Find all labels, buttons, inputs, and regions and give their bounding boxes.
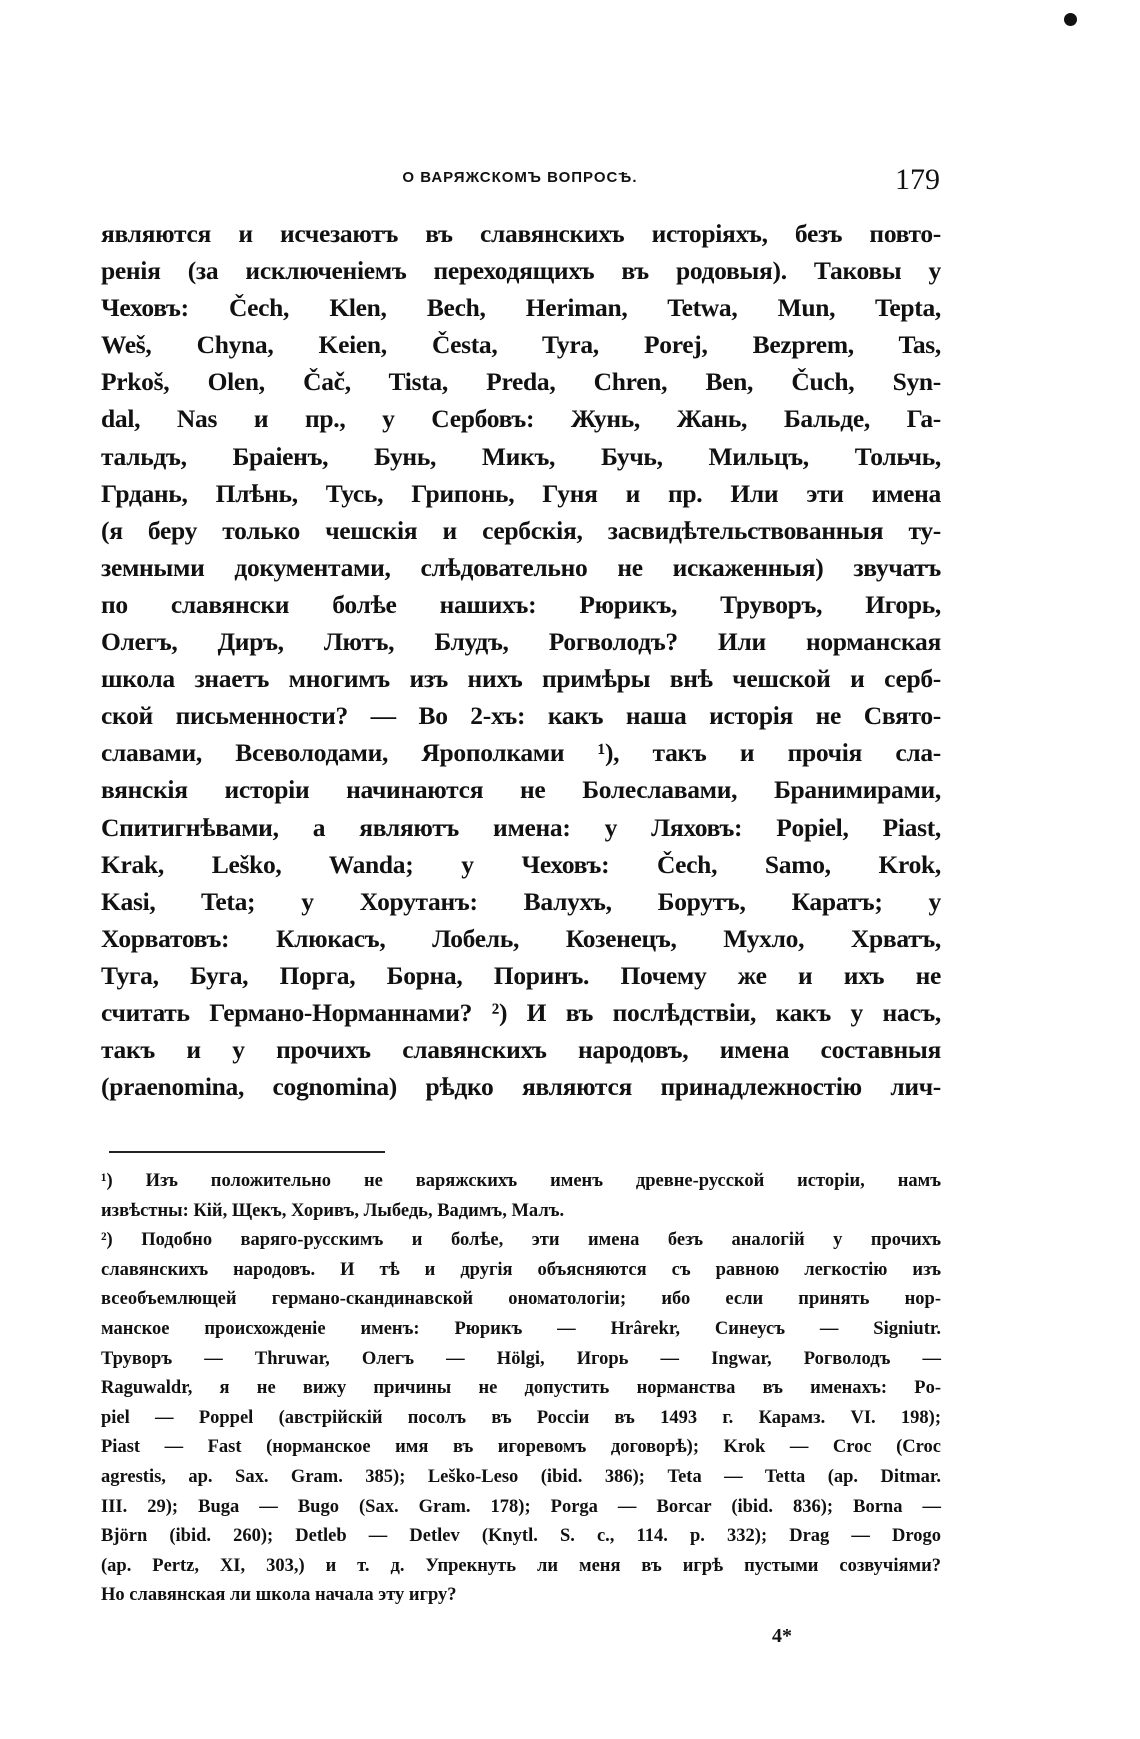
body-line: Kasi, Teta; у Хорутанъ: Валухъ, Борутъ, Каратъ; у: [101, 886, 941, 916]
signature-mark: 4*: [772, 1625, 792, 1647]
running-title: О ВАРЯЖСКОМЪ ВОПРОСѢ.: [402, 169, 638, 186]
footnote-line: piel — Poppel (австрійскій посолъ въ Россіи въ 1493 г. Карамз. VI. 198);: [101, 1407, 941, 1428]
footnote-line: Но славянская ли школа начала эту игру?: [101, 1585, 457, 1606]
body-line: вянскія исторіи начинаются не Болеславами, Бранимирами,: [101, 775, 941, 805]
body-line: dal, Nas и пр., у Сербовъ: Жунь, Жань, Бальде, Га-: [101, 404, 941, 434]
body-line: Грдань, Плѣнь, Тусь, Грипонь, Гуня и пр. Или эти имена: [101, 478, 941, 508]
footnote-line: agrestis, ap. Sax. Gram. 385); Leško-Lesо (ibid. 386); Teta — Tetta (ap. Ditmar.: [101, 1466, 941, 1487]
body-text: [101, 215, 941, 1105]
footnote-line: ²) Подобно варяго-русскимъ и болѣе, эти имена безъ аналогій у прочихъ: [101, 1230, 941, 1251]
body-line: ренія (за исключеніемъ переходящихъ въ родовыя). Таковы у: [101, 256, 941, 286]
footnote-line: Raguwaldr, я не вижу причины не допустить норманства въ именахъ: Po-: [101, 1378, 941, 1399]
footnote-line: III. 29); Buga — Bugo (Sax. Gram. 178); Porga — Borcar (ibid. 836); Borna —: [101, 1496, 941, 1517]
ink-dot: [1064, 13, 1077, 26]
body-line: тальдъ, Браіенъ, Бунь, Микъ, Бучь, Мильцъ, Тольчь,: [101, 441, 941, 471]
footnote-line: манское происхожденіе именъ: Рюрикъ — Hrârekr, Синеусъ — Signiutr.: [101, 1318, 941, 1339]
footnote-line: всеобъемлющей германо-скандинавской ономатологіи; ибо если принять нор-: [101, 1289, 941, 1310]
footnote-line: извѣстны: Кій, Щекъ, Хоривъ, Лыбедь, Вадимъ, Малъ.: [101, 1200, 565, 1221]
body-line: Чеховъ: Čech, Klen, Bech, Heriman, Tetwa, Mun, Tepta,: [101, 293, 941, 323]
footnote-line: славянскихъ народовъ. И тѣ и другія объясняются съ равною легкостію изъ: [101, 1259, 941, 1280]
body-line: по славянски болѣе нашихъ: Рюрикъ, Труворъ, Игорь,: [101, 589, 941, 619]
body-line: ской письменности? — Во 2-хъ: какъ наша исторія не Свято-: [101, 701, 941, 731]
body-line: Туга, Буга, Порга, Борна, Поринъ. Почему же и ихъ не: [101, 960, 941, 990]
footnote-line: Труворъ — Thruwar, Олегъ — Hölgi, Игорь — Ingwar, Рогволодъ —: [101, 1348, 941, 1369]
footnote-line: ¹) Изъ положительно не варяжскихъ именъ древне-русской исторіи, намъ: [101, 1171, 941, 1191]
body-line: Хорватовъ: Клюкасъ, Лобель, Козенецъ, Мухло, Хрватъ,: [101, 923, 941, 953]
body-line: земными документами, слѣдовательно не искаженныя) звучатъ: [101, 552, 941, 582]
footnote-line: (ap. Pertz, XI, 303,) и т. д. Упрекнуть ли меня въ игрѣ пустыми созвучіями?: [101, 1555, 941, 1576]
footnote-rule: [109, 1151, 385, 1153]
body-line: (praenomina, cognomina) рѣдко являются принадлежностію лич-: [101, 1072, 941, 1102]
body-line: школа знаетъ многимъ изъ нихъ примѣры внѣ чешской и серб-: [101, 664, 941, 694]
body-line: такъ и у прочихъ славянскихъ народовъ, имена составныя: [101, 1035, 941, 1065]
body-line: Weš, Chyna, Keien, Česta, Tyra, Porej, Bezprem, Tas,: [101, 330, 941, 360]
body-line: Олегъ, Диръ, Лютъ, Блудъ, Рогволодъ? Или норманская: [101, 627, 941, 657]
footnote-line: Björn (ibid. 260); Detleb — Detlev (Knytl. S. c., 114. p. 332); Drag — Drogo: [101, 1526, 941, 1547]
page-number: 179: [895, 163, 940, 196]
running-head: [100, 163, 940, 199]
body-line: считать Германо-Норманнами? ²) И въ послѣдствіи, какъ у насъ,: [101, 997, 941, 1027]
footnote-line: Piast — Fast (норманское имя въ игоревомъ договорѣ); Krok — Croc (Croc: [101, 1437, 941, 1458]
body-line: славами, Всеволодами, Ярополками ¹), такъ и прочія сла-: [101, 738, 941, 768]
body-line: Спитигнѣвами, а являютъ имена: у Ляховъ: Popiel, Piast,: [101, 812, 941, 842]
body-line: (я беру только чешскія и сербскія, засвидѣтельствованныя ту-: [101, 515, 941, 545]
body-line: Krak, Leško, Wanda; у Чеховъ: Čech, Samo, Krok,: [101, 849, 941, 879]
body-line: являются и исчезаютъ въ славянскихъ исторіяхъ, безъ повто-: [101, 219, 941, 248]
body-line: Prkoš, Olen, Čač, Tista, Preda, Chren, Ben, Čuch, Syn-: [101, 367, 941, 397]
footnotes: [101, 1167, 941, 1611]
